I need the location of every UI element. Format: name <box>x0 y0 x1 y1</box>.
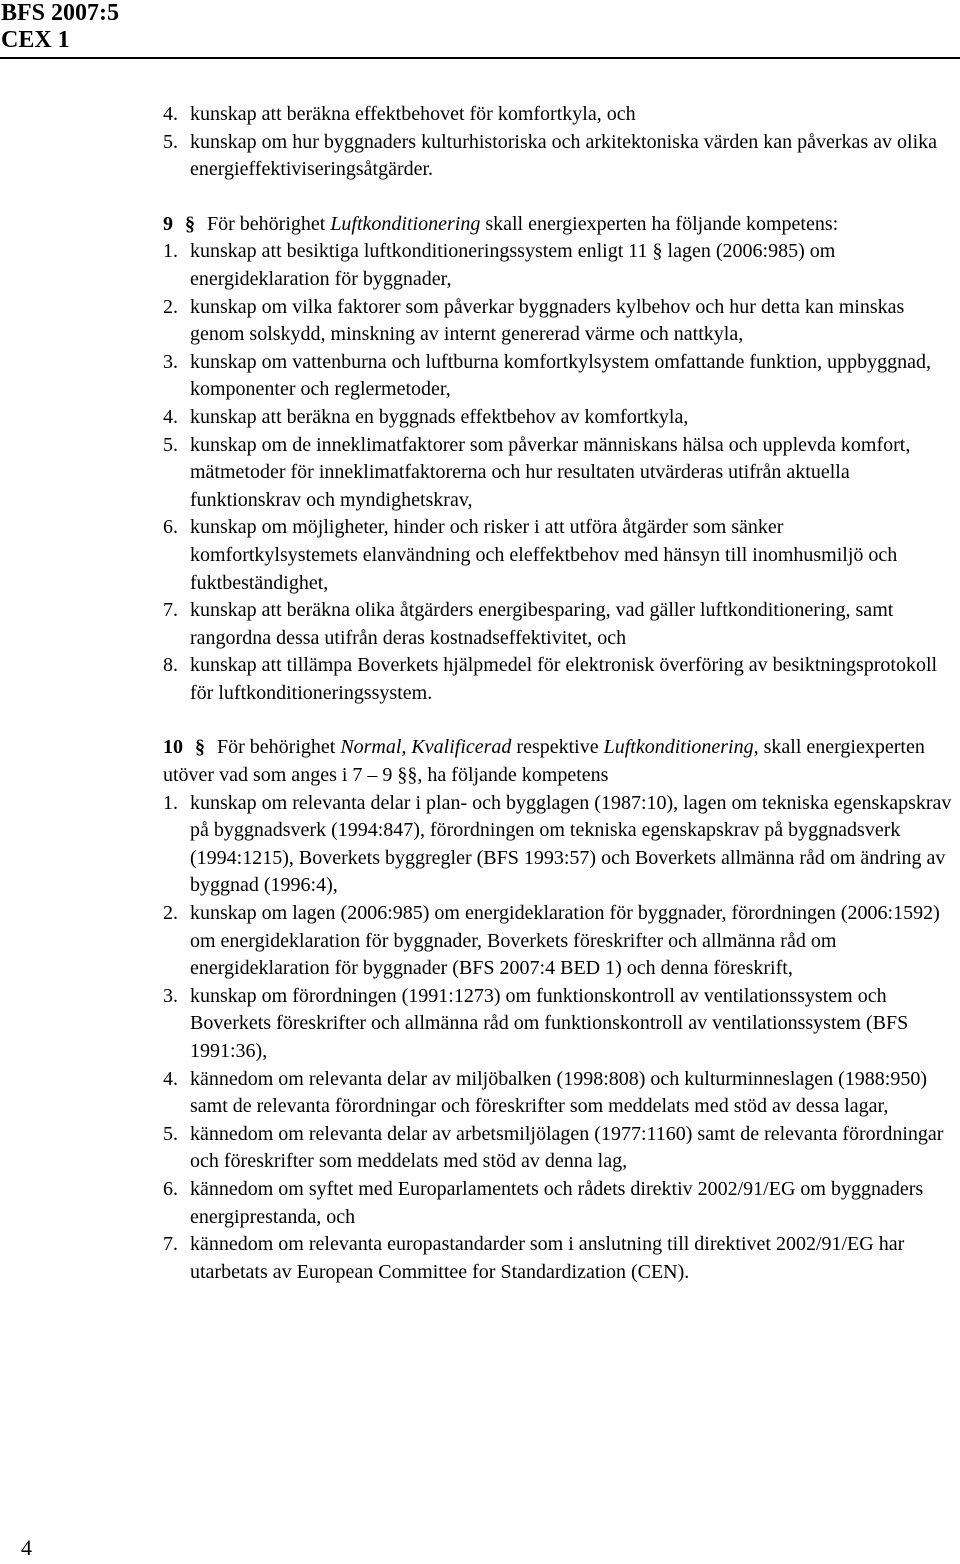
item-number: 1. <box>163 240 178 263</box>
section-9-list <box>163 238 953 707</box>
item-number: 1. <box>163 791 178 814</box>
list-item <box>163 1066 953 1121</box>
list-item <box>163 349 953 404</box>
item-text: kännedom om relevanta europastandarder som i anslutning till direktivet 2002/91/EG har utarbetats av European Committee for Standardization (CEN). <box>190 1233 905 1283</box>
list-item <box>163 597 953 652</box>
list-item <box>163 1121 953 1176</box>
section-symbol: § <box>195 736 205 759</box>
item-text: kunskap om lagen (2006:985) om energideklaration för byggnader, förordningen (2006:1592) om energideklaration för byggnader, Boverkets föreskrifter och allmänna råd om energideklaration för byggnader (BFS 2007:4 BED 1) och denna föreskrift, <box>190 902 940 980</box>
item-text: kunskap att tillämpa Boverkets hjälpmedel för elektronisk överföring av besiktningsprotokoll för luftkonditioneringssystem. <box>190 654 938 704</box>
list-item <box>163 238 953 293</box>
lead-emphasis-2: Luftkonditionering <box>603 736 754 759</box>
page-number: 4 <box>21 1535 32 1560</box>
item-text: kunskap att besiktiga luftkonditioneringssystem enligt 11 § lagen (2006:985) om energideklaration för byggnader, <box>190 240 836 290</box>
item-text: kunskap om vilka faktorer som påverkar byggnaders kylbehov och hur detta kan minskas genom solskydd, minskning av internt genererad värme och nattkyla, <box>190 295 905 346</box>
list-item <box>163 790 953 900</box>
list-item <box>163 652 953 707</box>
lead-text: För behörighet <box>217 736 341 759</box>
item-number: 2. <box>163 902 178 925</box>
document-id: BFS 2007:5 <box>1 0 120 26</box>
section-number: 9 <box>163 212 173 235</box>
list-item <box>163 129 953 184</box>
item-number: 7. <box>163 1233 178 1256</box>
item-number: 5. <box>163 130 178 153</box>
item-text: kännedom om syftet med Europarlamentets och rådets direktiv 2002/91/EG om byggnaders energiprestanda, och <box>190 1177 924 1228</box>
item-text: kännedom om relevanta delar av arbetsmiljölagen (1977:1160) samt de relevanta förordningar och föreskrifter som meddelats med stöd av denna lag, <box>190 1122 944 1173</box>
item-text: kunskap om relevanta delar i plan- och bygglagen (1987:10), lagen om tekniska egenskapskrav på byggnadsverk (1994:847), förordningen om tekniska egenskapskrav på byggnadsverk (1994:1215), Boverkets byggregler (BFS 1993:57) och Boverkets allmänna råd om ändring av byggnad (1996:4), <box>190 791 952 897</box>
document-body <box>163 101 953 1286</box>
list-continued <box>163 101 953 184</box>
item-number: 4. <box>163 405 178 428</box>
lead-text-mid: respektive <box>511 736 604 759</box>
item-text: kunskap om vattenburna och luftburna komfortkylsystem omfattande funktion, uppbyggnad, komponenter och reglermetoder, <box>190 350 931 401</box>
section-10-list <box>163 790 953 1287</box>
lead-text-end: , skall energiexperten utöver vad som anges i 7 – 9 §§, ha följande kompetens <box>163 736 925 787</box>
page-header <box>0 0 960 54</box>
item-number: 8. <box>163 654 178 677</box>
item-number: 4. <box>163 1067 178 1090</box>
lead-text-end: skall energiexperten ha följande kompetens: <box>480 212 839 235</box>
item-text: kunskap om hur byggnaders kulturhistoriska och arkitektoniska värden kan påverkas av olika energieffektiviseringsåtgärder. <box>190 130 938 181</box>
section-9-lead <box>163 211 953 239</box>
item-number: 7. <box>163 599 178 622</box>
item-number: 6. <box>163 1177 178 1200</box>
list-item <box>163 1231 953 1286</box>
item-number: 3. <box>163 984 178 1007</box>
item-text: kunskap om förordningen (1991:1273) om funktionskontroll av ventilationssystem och Boverkets föreskrifter och allmänna råd om funktionskontroll av ventilationssystem (BFS 1991:36), <box>190 984 909 1062</box>
item-number: 3. <box>163 350 178 373</box>
list-item <box>163 514 953 597</box>
document-subid: CEX 1 <box>1 27 70 53</box>
item-number: 5. <box>163 433 178 456</box>
list-item <box>163 432 953 515</box>
list-item <box>163 404 953 432</box>
item-text: kunskap om de inneklimatfaktorer som påverkar människans hälsa och upplevda komfort, mätmetoder för inneklimatfaktorerna och hur resultaten utvärderas utifrån aktuella funktionskrav och myndighetskrav, <box>190 433 911 511</box>
list-item <box>163 900 953 983</box>
item-text: kunskap att beräkna en byggnads effektbehov av komfortkyla, <box>190 405 689 428</box>
list-item <box>163 983 953 1066</box>
lead-text: För behörighet <box>207 212 331 235</box>
item-number: 2. <box>163 295 178 318</box>
section-10-lead <box>163 734 953 789</box>
section-number: 10 <box>163 736 183 759</box>
item-text: kunskap om möjligheter, hinder och risker i att utföra åtgärder som sänker komfortkylsystemets elanvändning och eleffektbehov med hänsyn till inomhusmiljö och fuktbeständighet, <box>190 516 898 594</box>
list-item <box>163 1176 953 1231</box>
item-text: kunskap att beräkna olika åtgärders energibesparing, vad gäller luftkonditionering, samt rangordna dessa utifrån deras kostnadseffektivitet, och <box>190 599 894 649</box>
header-divider <box>0 57 960 59</box>
list-item <box>163 101 953 129</box>
lead-emphasis: Luftkonditionering <box>330 212 481 235</box>
lead-emphasis: Normal, Kvalificerad <box>340 736 512 759</box>
item-number: 5. <box>163 1122 178 1145</box>
item-number: 4. <box>163 103 178 125</box>
item-text: kunskap att beräkna effektbehovet för komfortkyla, och <box>190 103 636 125</box>
section-symbol: § <box>185 212 195 235</box>
list-item <box>163 294 953 349</box>
item-text: kännedom om relevanta delar av miljöbalken (1998:808) och kulturminneslagen (1988:950) samt de relevanta förordningar och föreskrifter som meddelats med stöd av dessa lagar, <box>190 1067 928 1118</box>
item-number: 6. <box>163 516 178 539</box>
